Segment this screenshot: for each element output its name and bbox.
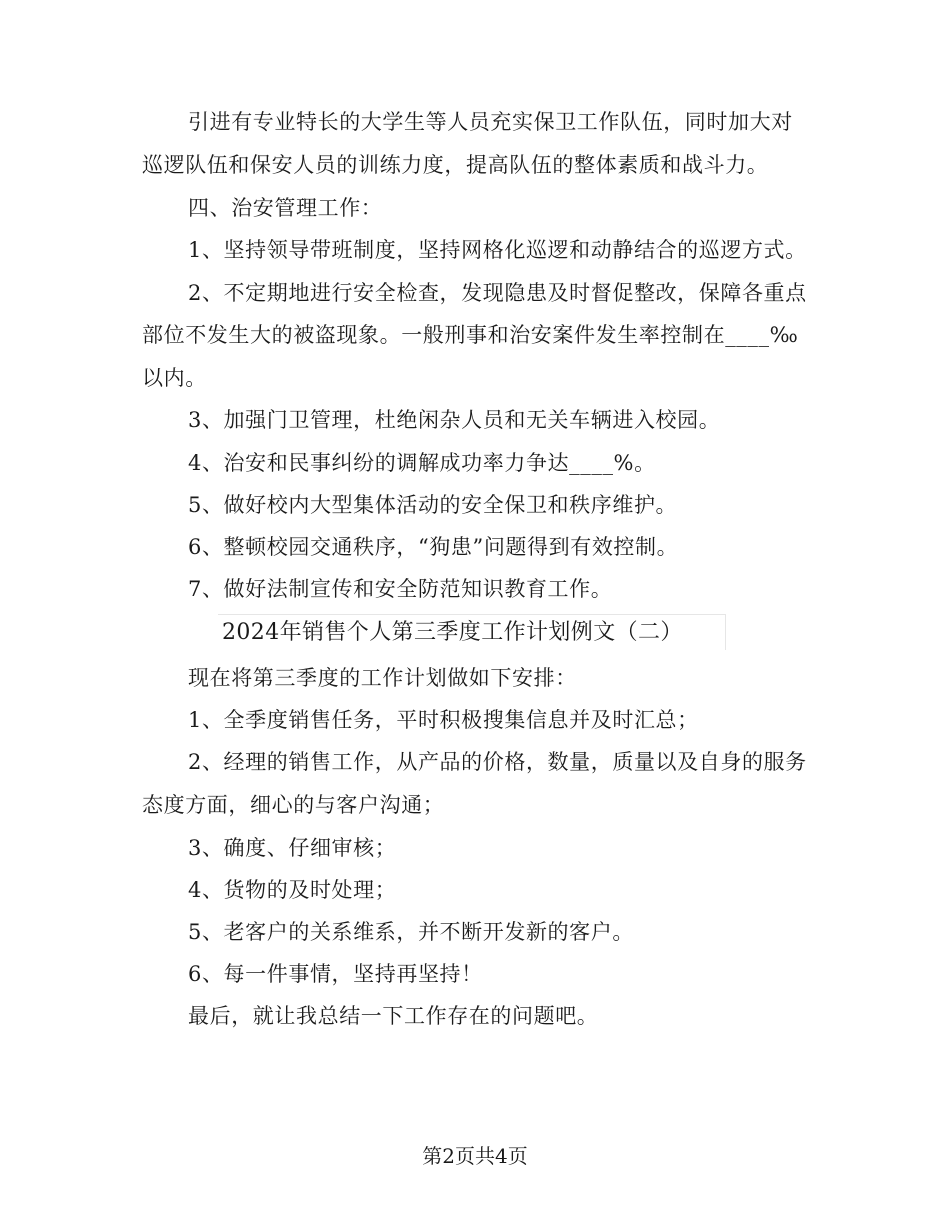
list-item: 5、做好校内大型集体活动的安全保卫和秩序维护。 — [188, 493, 678, 517]
list-item: 4、货物的及时处理； — [188, 878, 397, 902]
document-title: 2024年销售个人第三季度工作计划例文（二） — [218, 614, 726, 650]
list-item: 7、做好法制宣传和安全防范知识教育工作。 — [188, 577, 613, 601]
list-item: 2、不定期地进行安全检查，发现隐患及时督促整改，保障各重点 — [188, 281, 807, 305]
list-item: 2、经理的销售工作，从产品的价格，数量，质量以及自身的服务 — [188, 750, 807, 774]
list-item: 3、加强门卫管理，杜绝闲杂人员和无关车辆进入校园。 — [188, 408, 721, 432]
list-item: 4、治安和民事纠纷的调解成功率力争达____%。 — [188, 451, 656, 475]
list-item: 3、确度、仔细审核； — [188, 836, 397, 860]
list-item: 5、老客户的关系维系，并不断开发新的客户。 — [188, 920, 634, 944]
list-item: 1、坚持领导带班制度，坚持网格化巡逻和动静结合的巡逻方式。 — [188, 238, 807, 262]
list-item: 6、每一件事情，坚持再坚持！ — [188, 962, 483, 986]
list-item: 1、全季度销售任务，平时积极搜集信息并及时汇总； — [188, 708, 699, 732]
paragraph-line: 以内。 — [142, 366, 207, 390]
section-heading: 四、治安管理工作： — [188, 196, 383, 220]
paragraph-line: 巡逻队伍和保安人员的训练力度，提高队伍的整体素质和战斗力。 — [142, 153, 769, 177]
paragraph-line: 最后，就让我总结一下工作存在的问题吧。 — [188, 1004, 599, 1028]
paragraph-line: 部位不发生大的被盗现象。一般刑事和治安案件发生率控制在____‰ — [142, 323, 799, 347]
list-item: 6、整顿校园交通秩序，“狗患”问题得到有效控制。 — [188, 535, 679, 559]
paragraph-line: 态度方面，细心的与客户沟通； — [142, 793, 445, 817]
paragraph-line: 引进有专业特长的大学生等人员充实保卫工作队伍，同时加大对 — [188, 110, 793, 134]
page-number: 第2页共4页 — [422, 1144, 528, 1168]
paragraph-line: 现在将第三季度的工作计划做如下安排： — [188, 666, 577, 690]
